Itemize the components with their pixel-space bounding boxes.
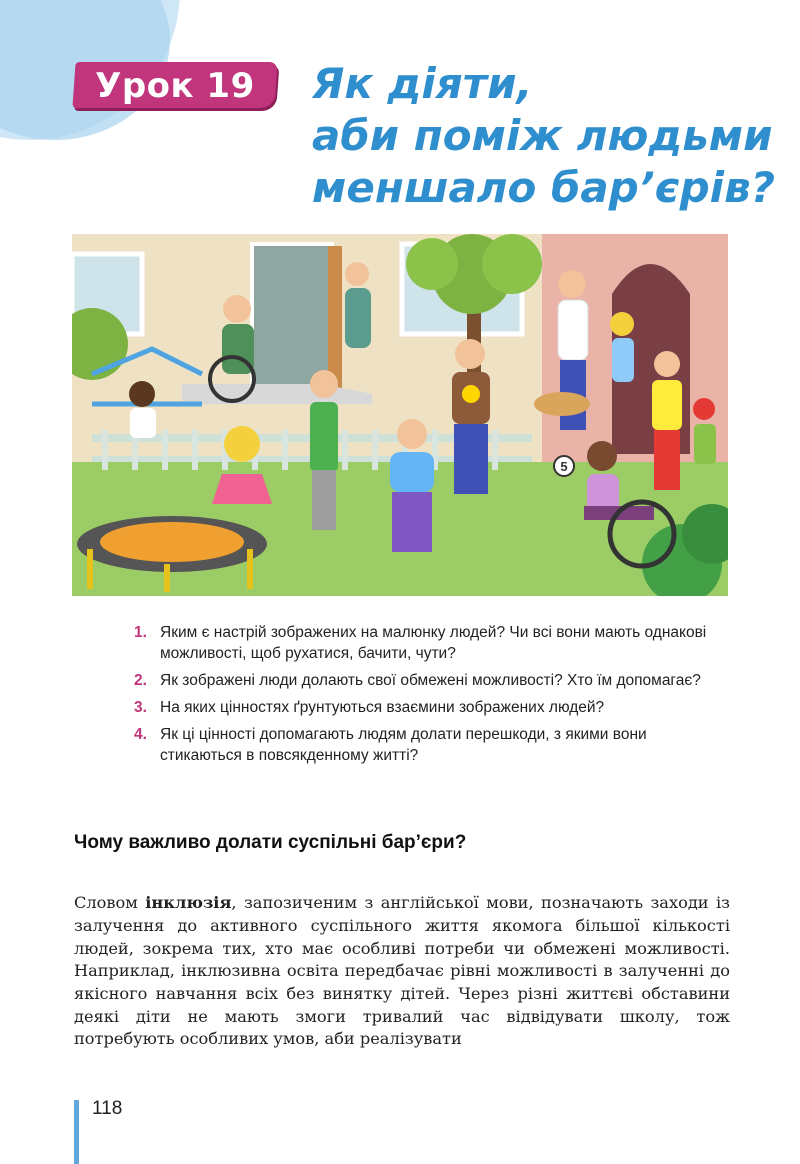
lesson-badge <box>72 62 277 108</box>
question-number: 4. <box>134 726 147 743</box>
question-number: 3. <box>134 699 147 716</box>
page-number: 118 <box>92 1098 123 1119</box>
illustration-image <box>72 234 728 596</box>
question-text: Як зображені люди долають свої обмежені можливості? Хто їм допомагає? <box>160 672 701 689</box>
lesson-label: Урок 19 <box>95 66 255 106</box>
question-text: На яких цінностях ґрунтуються взаємини зображених людей? <box>160 699 605 716</box>
question-item <box>134 670 730 691</box>
section-heading: Чому важливо долати суспільні бар’єри? <box>74 832 467 853</box>
question-item <box>134 622 730 664</box>
title-line-2: аби поміж людьми <box>312 111 773 160</box>
paragraph-lead: Словом <box>74 893 146 913</box>
sign-number: 5 <box>560 459 568 474</box>
lesson-title <box>312 58 776 214</box>
question-text: Як ці цінності допомагають людям долати перешкоди, з якими вони стикаються в повсякденному житті? <box>160 726 647 764</box>
title-line-1: Як діяти, <box>312 59 533 108</box>
body-paragraph <box>74 892 730 1051</box>
question-item <box>134 697 730 718</box>
page-number-bar <box>74 1100 79 1164</box>
question-number: 2. <box>134 672 147 689</box>
question-number: 1. <box>134 624 147 641</box>
title-line-3: меншало бар’єрів? <box>312 163 776 212</box>
question-item <box>134 724 730 766</box>
question-list <box>134 622 730 772</box>
question-text: Яким є настрій зображених на малюнку людей? Чи всі вони мають однакові можливості, щоб рухатися, бачити, чути? <box>160 624 707 662</box>
paragraph-rest: , запозиченим з англійської мови, позначають заходи із залучення до активного суспільного життя якомога більшої кількості людей, зокрема тих, хто має особливі потреби чи обмежені можливості. Наприклад, інклюзивна освіта передбачає рівні можливості в залученні до якісного навчання всіх без винятку дітей. Через різні життєві обставини деякі діти не мають змоги тривалий час відвідувати школу, тож потребують особливих умов, аби реалізувати <box>74 893 730 1049</box>
paragraph-term: інклюзія <box>145 893 232 913</box>
